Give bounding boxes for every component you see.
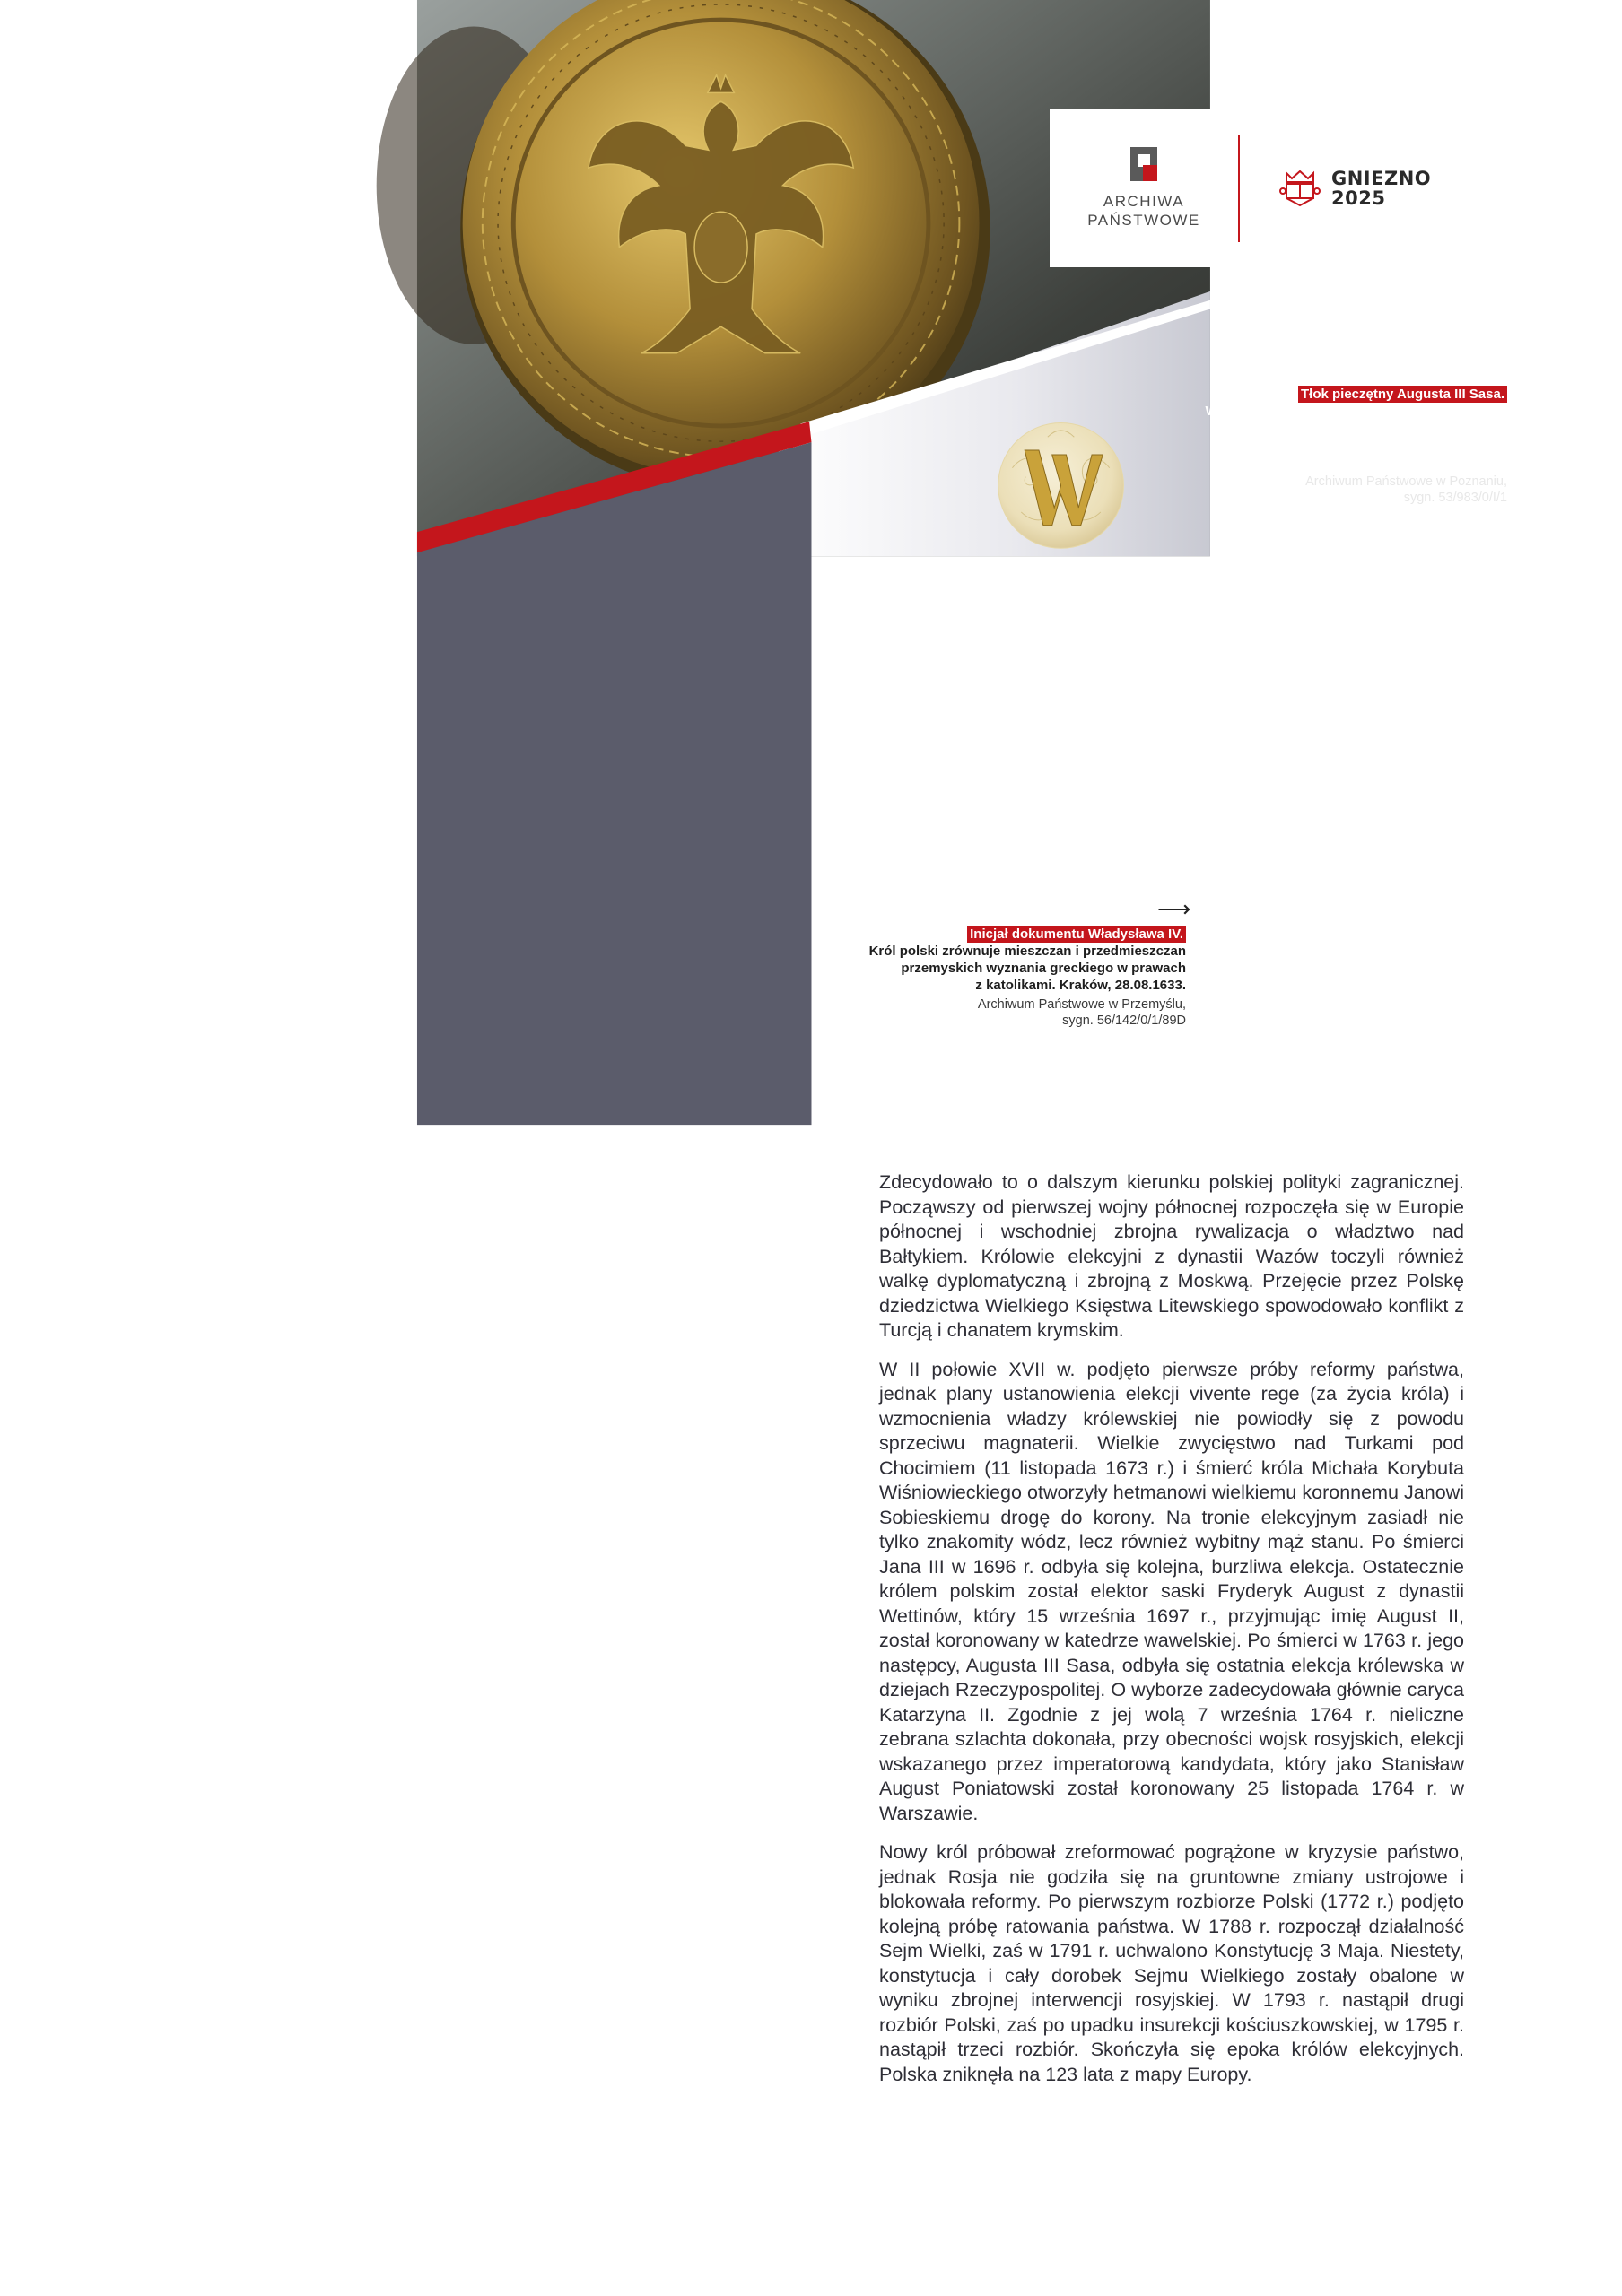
title-line2: ELEKCJA bbox=[340, 1266, 736, 1367]
article-paragraph: Zdecydowało to o dalszym kierunku polskiej polityki zagranicznej. Począwszy od pierwszej wojny północnej rozpoczęła się w Europie północnej i wschodniej zbrojna rywalizacja o władztwo nad Bałtykiem. Królowie elekcyjni z dynastii Wazów toczyli również walkę dyplomatyczną i zbrojną z Moskwą. Przejęcie przez Polskę dziedzictwa Wielkiego Księstwa Litewskiego spowodowało konflikt z Turcją i chanatem krymskim. bbox=[879, 1171, 1464, 1341]
archiwa-line1: ARCHIWA bbox=[1103, 193, 1185, 210]
initial-caption bbox=[807, 926, 1186, 1029]
article-paragraph: Po śmierci Zygmunta II Augusta, ostatniego Jagiellona, monarcha był wybierany przez ogół szlachty na zjazdach elekcyjnych. Pierwszym, wybranym w 1573 r. w ten sposób władcą, był Henryk III Walezy. Kolejnym królem elekcyjnym został książę siedmiogrodzki Stefan Batory. 4 maja 1576 r. potwierdził on prawa nadane Królestwu Polskiemu i Wielkiemu Księstwu Litewskiemu przez poprzedników oraz zobowiązał się m.in. do przestrzegania wszystkich praw uchwalonych na sejmach: elekcyjnym i koronacyjnym. bbox=[158, 1696, 741, 1915]
initial-source-line: Archiwum Państwowe w Przemyślu, bbox=[977, 997, 1186, 1012]
seal-source-line: sygn. 53/983/0/I/1 bbox=[1403, 491, 1507, 505]
initial-caption-line: przemyskich wyznania greckiego w prawach bbox=[901, 961, 1186, 976]
dark-panel bbox=[417, 442, 812, 1125]
seal-caption bbox=[1032, 386, 1507, 506]
article-paragraph bbox=[156, 1460, 741, 1681]
gniezno-logo-text bbox=[1331, 169, 1431, 208]
initial-caption-line: Król polski zrównuje mieszczan i przedmieszczan bbox=[868, 944, 1186, 959]
seal-caption-line: wysokości nóg orła data 1750. bbox=[1313, 455, 1507, 470]
gniezno-line1: GNIEZNO bbox=[1331, 168, 1432, 189]
article-column-right bbox=[879, 1170, 1464, 2101]
drop-cap: R bbox=[156, 1460, 258, 1614]
archiwa-line2: PAŃSTWOWE bbox=[1087, 212, 1200, 229]
initial-caption-line: z katolikami. Kraków, 28.08.1633. bbox=[975, 978, 1186, 993]
archiwa-panstwowe-logo bbox=[1050, 109, 1238, 267]
initial-caption-source bbox=[807, 996, 1186, 1029]
archiwa-mark-icon bbox=[1130, 147, 1157, 181]
article-paragraph: W II połowie XVII w. podjęto pierwsze próby reformy państwa, jednak plany ustanowienia elekcji vivente rege (za życia króla) i wzmocnienia władzy królewskiej nie powiodły się z powodu sprzeciwu magnaterii. Wielkie zwycięstwo nad Turkami pod Chocimiem (11 listopada 1673 r.) i śmierć króla Michała Korybuta Wiśniowieckiego otworzyły hetmanowi wielkiemu koronnemu Janowi Sobieskiemu drogę do korony. Na tronie elekcyjnym zasiadł nie tylko znakomity wódz, lecz również wybitny mąż stanu. Po śmierci Jana III w 1696 r. odbyła się kolejna, burzliwa elekcja. Ostatecznie królem polskim został elektor saski Fryderyk August z dynastii Wettinów, który 15 września 1697 r., przyjmując imię August II, został koronowany w katedrze wawelskiej. Po śmierci w 1763 r. jego następcy, Augusta III Sasa, odbyła się ostatnia elekcja królewska w dziejach Rzeczypospolitej. O wyborze zadecydowała głównie caryca Katarzyna II. Zgodnie z jej wolą 7 września 1764 r. nieliczne zebrana szlachta dokonała, przy obecności wojsk rosyjskich, elekcji wskazanego przez imperatorową kandydata, który jako Stanisław August Poniatowski został koronowany 25 listopada 1764 r. w Warszawie. bbox=[879, 1358, 1464, 1824]
initial-caption-title: Inicjał dokumentu Władysława IV. bbox=[967, 926, 1186, 943]
seal-caption-line: i elektorskim Wettinów. Z obu stron godła, na bbox=[1217, 438, 1507, 453]
seal-caption-line: owalna dwupolowa tarcza z herbami saskim bbox=[1225, 421, 1507, 436]
title-line1: WOLNA bbox=[376, 1166, 736, 1266]
gniezno-crest-icon bbox=[1279, 168, 1321, 209]
seal-caption-line: W polu pieczęci herb Orzeł Biały. Na jego piersi bbox=[1205, 404, 1507, 419]
gniezno-line2: 2025 bbox=[1331, 187, 1386, 209]
paragraph-text: zeczpospolita, złożona z Korony oraz Wielkiego Księstwa Litewskiego, była w XVI-XVIII w. jednym z największych krajów europejskich. W epoce królów elekcyjnych tym, co szczególnie wyróżniało Rzeczpospolitą na tle Europy był ustrój demokratyczny, który zapewniał udział w sprawowaniu władzy całemu stanowi szlacheckiemu, tj. niemal 10% wszystkich mieszkańców kraju. bbox=[158, 1484, 741, 1679]
seal-caption-source bbox=[1032, 474, 1507, 506]
initial-caption-body bbox=[807, 943, 1186, 994]
page-title bbox=[206, 1166, 736, 1367]
article-paragraph: Nowy król próbował zreformować pogrążone w kryzysie państwo, jednak Rosja nie godziła się na gruntowne zmiany ustrojowe i blokowała reformy. Po pierwszym rozbiorze Polski (1772 r.) podjęto kolejną próbę ratowania państwa. W 1788 r. rozpoczął działalność Sejm Wielki, zaś w 1791 r. uchwalono Konstytucję 3 Maja. Niestety, konstytucja i cały dorobek Sejmu Wielkiego zostały obalone w wyniku zbrojnej interwencji rosyjskiej. W 1793 r. nastąpił drugi rozbiór Polski, zaś po upadku insurekcji kościuszkowskiej, w 1795 r. nastąpił trzeci rozbiór. Skończyła się epoka królów elekcyjnych. Polska zniknęła na 123 lata z mapy Europy. bbox=[879, 1841, 1464, 2085]
gniezno-2025-logo bbox=[1240, 109, 1507, 267]
seal-caption-body bbox=[1032, 403, 1507, 471]
article-paragraph: Elekcje władców polskich były jednymi z najważniejszych wydarzeń politycznych w Europie Środkowo-Wschodniej od XVI do XVIII w., dlatego Austria, Francja, Rosja i Szwecja dbały o ich przebieg elekcji korzystny z punktu widzenia własnych interesów. Po śmierci Stefana Batorego wybrano w 1587 r. na tron polski Zygmunta Wazę. Wybór królewicza szwedzkiego był obroną polskiej racji stanu przed zakusami habsburskiego kontrkan-dydata, arcyksięcia Maksymiliana, który walczył o tron polski w kolejnych miesiącach. Ostatecznie Zygmunt III Waza został koronowany na króla w katedrze wawelskiej 27 grudnia 1587 r. bbox=[158, 1932, 741, 2176]
arrow-right-icon: ⟶ bbox=[1157, 895, 1191, 922]
logo-box bbox=[1050, 109, 1507, 267]
seal-caption-title: Tłok pieczętny Augusta III Sasa. bbox=[1298, 386, 1507, 403]
initial-source-line: sygn. 56/142/0/1/89D bbox=[1062, 1013, 1186, 1028]
seal-source-line: Archiwum Państwowe w Poznaniu, bbox=[1305, 474, 1507, 489]
article-column-left bbox=[156, 1460, 741, 2193]
archiwa-logo-text bbox=[1087, 192, 1200, 230]
